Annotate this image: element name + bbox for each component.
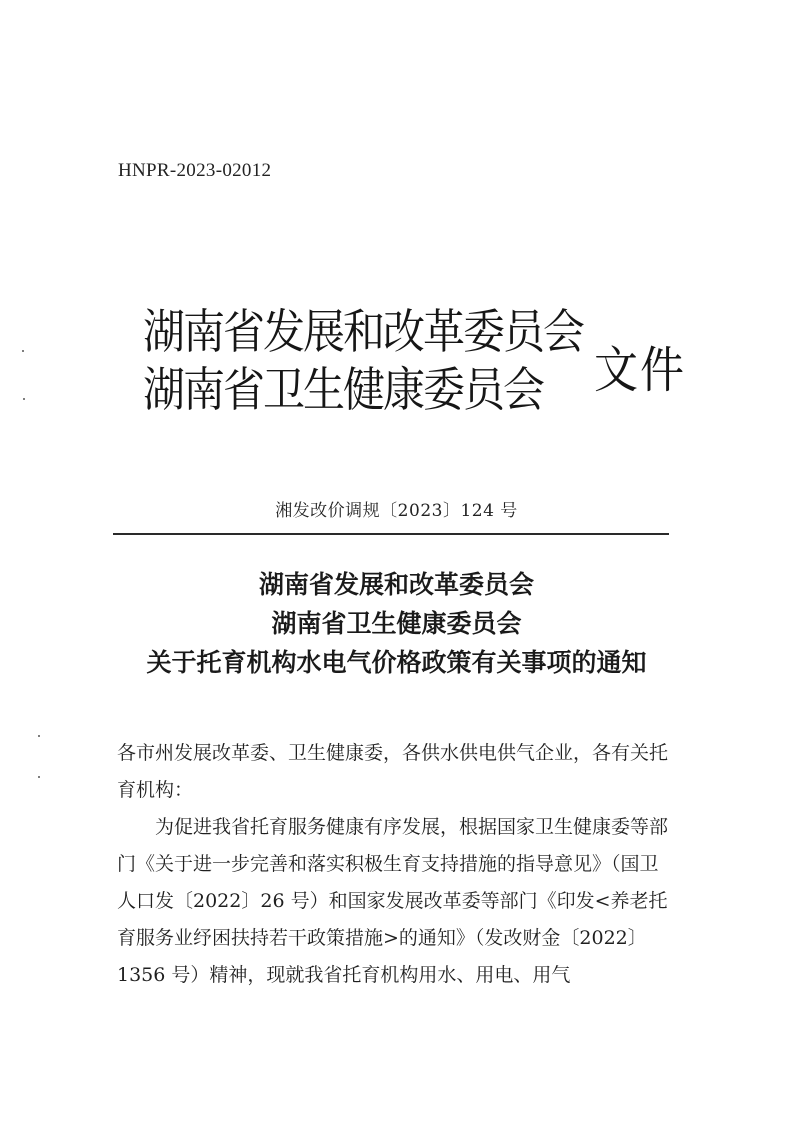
title-line-3: 关于托育机构水电气价格政策有关事项的通知 — [146, 648, 647, 677]
scan-speck — [23, 398, 25, 400]
issuer-header — [143, 300, 583, 416]
paragraph-1: 为促进我省托育服务健康有序发展，根据国家卫生健康委等部门《关于进一步完善和落实积极生育支持措施的指导意见》（国卫人口发〔2022〕26 号）和国家发展改革委等部门《印发<养老托育服务业纾困扶持若干政策措施>的通知》（发改财金〔2022〕1356 号）精神，现就我省托育机构用水、用电、用气 — [117, 816, 669, 986]
document-number: 湘发改价调规〔2023〕124 号 — [275, 501, 518, 521]
document-code: HNPR-2023-02012 — [118, 160, 272, 181]
title-line-1: 湖南省发展和改革委员会 — [258, 570, 534, 599]
issuer-line-2: 湖南省卫生健康委员会 — [143, 362, 544, 418]
document-title — [0, 565, 793, 682]
scan-speck — [22, 350, 24, 352]
scan-speck — [38, 776, 40, 778]
title-line-2: 湖南省卫生健康委员会 — [271, 609, 522, 638]
salutation: 各市州发展改革委、卫生健康委，各供水供电供气企业，各有关托育机构： — [117, 742, 669, 801]
scan-speck — [38, 735, 40, 737]
header-divider — [113, 533, 669, 535]
document-body — [117, 735, 677, 994]
issuer-suffix: 文件 — [594, 342, 686, 400]
issuer-line-1: 湖南省发展和改革委员会 — [143, 304, 584, 360]
